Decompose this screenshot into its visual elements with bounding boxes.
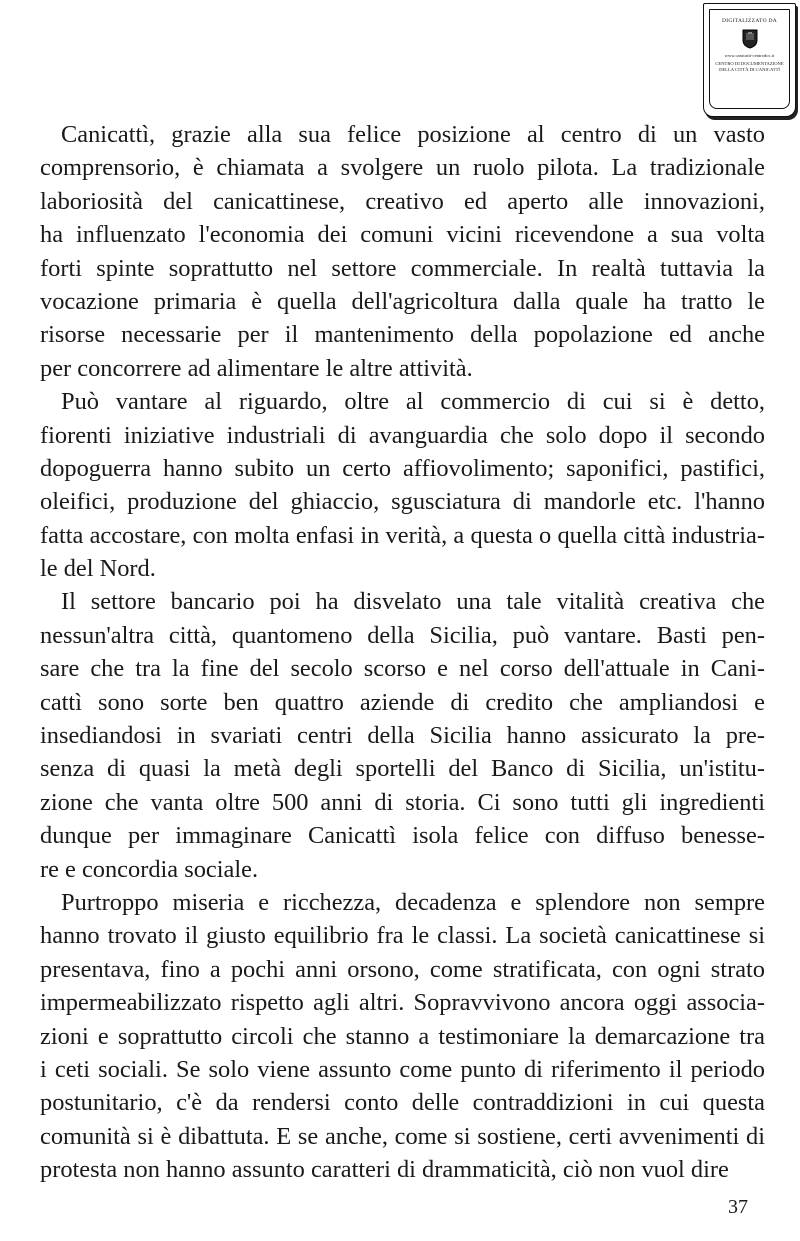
text-line: vocazione primaria è quella dell'agricoltura dalla quale ha tratto le	[40, 287, 765, 315]
text-line: le del Nord.	[40, 555, 156, 583]
text-line: cattì sono sorte ben quattro aziende di credito che ampliandosi e	[40, 688, 765, 716]
text-line: Può vantare al riguardo, oltre al commercio di cui si è detto,	[61, 388, 765, 416]
text-line: fiorenti iniziative industriali di avanguardia che solo dopo il secondo	[40, 421, 765, 449]
text-line: insediandosi in svariati centri della Sicilia hanno assicurato la pre-	[40, 722, 765, 750]
text-line: fatta accostare, con molta enfasi in verità, a questa o quella città industria-	[40, 521, 765, 549]
text-line: comprensorio, è chiamata a svolgere un ruolo pilota. La tradizionale	[40, 154, 765, 182]
stamp-top-text: DIGITALIZZATO DA	[721, 18, 778, 24]
digitization-stamp	[703, 3, 796, 117]
text-line: dunque per immaginare Canicattì isola felice con diffuso benesse-	[40, 822, 765, 850]
text-line: comunità si è dibattuta. E se anche, come si sostiene, certi avvenimenti di	[40, 1122, 765, 1150]
text-line: Purtroppo miseria e ricchezza, decadenza e splendore non sempre	[61, 888, 765, 916]
text-line: i ceti sociali. Se solo viene assunto come punto di riferimento il periodo	[40, 1055, 765, 1083]
text-line: risorse necessarie per il mantenimento della popolazione ed anche	[40, 321, 765, 349]
page-number: 37	[728, 1196, 748, 1218]
text-line: Canicattì, grazie alla sua felice posizione al centro di un vasto	[61, 121, 765, 148]
text-line: re e concordia sociale.	[40, 855, 259, 883]
city-crest-icon	[742, 29, 758, 49]
text-line: dopoguerra hanno subito un certo affiovolimento; saponifici, pastifici,	[40, 454, 765, 482]
text-line: per concorrere ad alimentare le altre attività.	[40, 354, 473, 382]
stamp-line-1: CENTRO DI DOCUMENTAZIONE	[715, 61, 784, 66]
text-line: zione che vanta oltre 500 anni di storia. Ci sono tutti gli ingredienti	[40, 788, 765, 816]
stamp-line-2: DELLA CITTÀ DI CANICATTÌ	[719, 67, 780, 72]
body-text	[40, 118, 765, 1187]
text-line: ha influenzato l'economia dei comuni vicini ricevendone a sua volta	[40, 221, 765, 249]
text-line: impermeabilizzato rispetto agli altri. Sopravvivono ancora oggi associa-	[40, 989, 765, 1017]
text-line: laboriosità del canicattinese, creativo ed aperto alle innovazioni,	[40, 187, 765, 215]
text-line: oleifici, produzione del ghiaccio, sgusciatura di mandorle etc. l'hanno	[40, 488, 765, 516]
text-line: postunitario, c'è da rendersi conto delle contraddizioni in cui questa	[40, 1089, 765, 1117]
text-line: senza di quasi la metà degli sportelli del Banco di Sicilia, un'istitu-	[40, 755, 765, 783]
text-line: protesta non hanno assunto caratteri di drammaticità, ciò non vuol dire	[40, 1156, 729, 1184]
text-line: forti spinte soprattutto nel settore commerciale. In realtà tuttavia la	[40, 254, 765, 282]
text-line: hanno trovato il giusto equilibrio fra le classi. La società canicattinese si	[40, 922, 765, 950]
stamp-site-text: www.canicatti-centrodoc.it	[724, 53, 775, 58]
text-line: nessun'altra città, quantomeno della Sicilia, può vantare. Basti pen-	[40, 621, 765, 649]
text-line: zioni e soprattutto circoli che stanno a testimoniare la demarcazione tra	[40, 1022, 765, 1050]
text-line: Il settore bancario poi ha disvelato una tale vitalità creativa che	[61, 588, 765, 616]
stamp-frame	[709, 9, 790, 109]
text-line: presentava, fino a pochi anni orsono, come stratificata, con ogni strato	[40, 955, 765, 983]
text-line: sare che tra la fine del secolo scorso e nel corso dell'attuale in Cani-	[40, 655, 765, 683]
